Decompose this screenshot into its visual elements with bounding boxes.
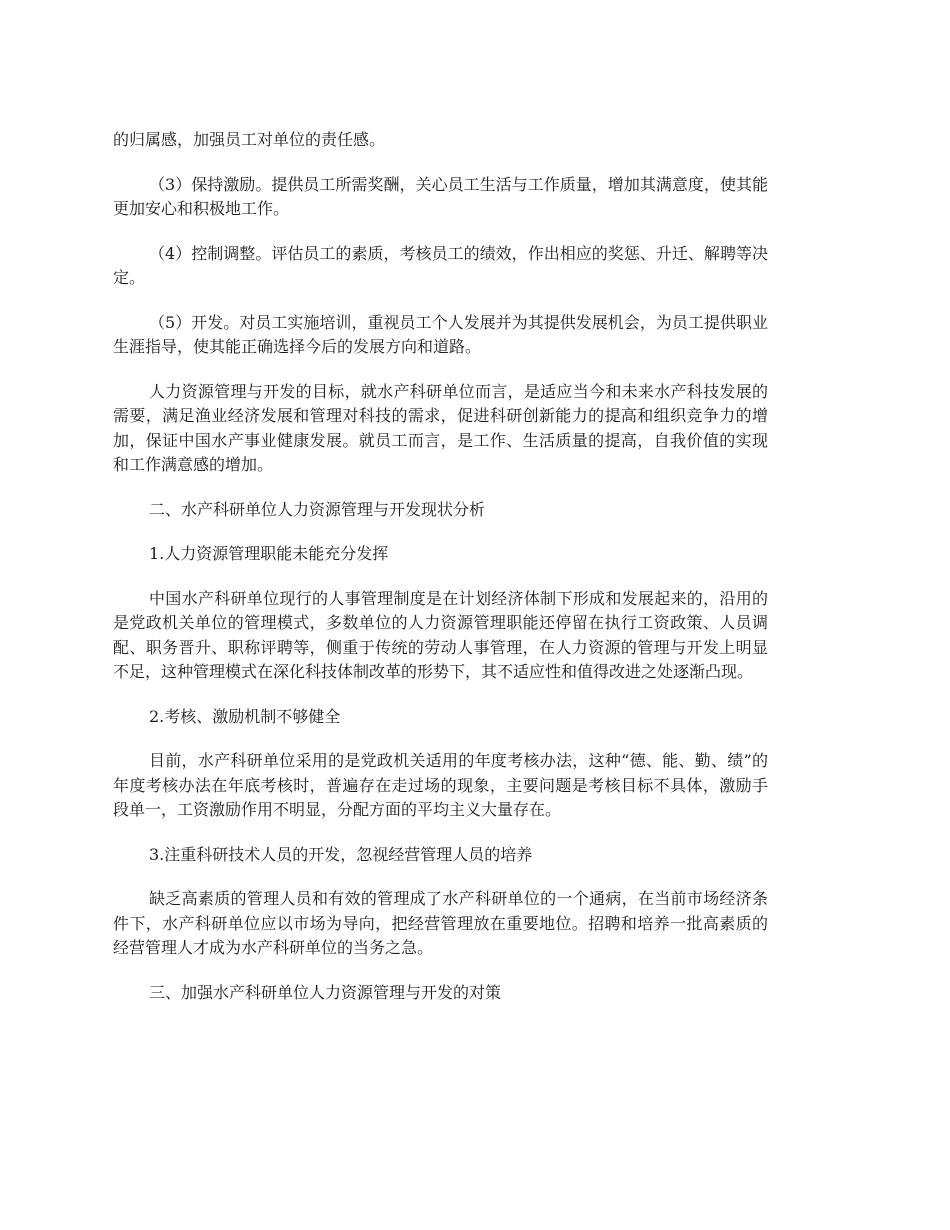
paragraph-current-system: 中国水产科研单位现行的人事管理制度是在计划经济体制下形成和发展起来的，沿用的是党政机关单位的管理模式，多数单位的人力资源管理职能还停留在执行工资政策、人员调配、职务晋升、职称评聘等，侧重于传统的劳动人事管理，在人力资源的管理与开发上明显不足，这种管理模式在深化科技体制改革的形势下，其不适应性和值得改进之处逐渐凸现。 (113, 588, 768, 681)
paragraph-control: （4）控制调整。评估员工的素质，考核员工的绩效，作出相应的奖惩、升迁、解聘等决定。 (113, 243, 768, 287)
subheading-2: 2.考核、激励机制不够健全 (149, 706, 341, 726)
section-heading-status: 二、水产科研单位人力资源管理与开发现状分析 (149, 499, 486, 519)
paragraph-development: （5）开发。对员工实施培训，重视员工个人发展并为其提供发展机会，为员工提供职业生涯指导，使其能正确选择今后的发展方向和道路。 (113, 312, 768, 356)
paragraph-continuation: 的归属感，加强员工对单位的责任感。 (113, 130, 386, 149)
subheading-1: 1.人力资源管理职能未能充分发挥 (149, 544, 389, 563)
paragraph-goals: 人力资源管理与开发的目标，就水产科研单位而言，是适应当今和未来水产科技发展的需要，满足渔业经济发展和管理对科技的需求，促进科研创新能力的提高和组织竞争力的增加，保证中国水产事业健康发展。就员工而言，是工作、生活质量的提高，自我价值的实现和工作满意感的增加。 (113, 381, 768, 474)
subheading-3: 3.注重科研技术人员的开发，忽视经营管理人员的培养 (149, 844, 533, 864)
document-page (113, 128, 768, 1025)
paragraph-incentive: （3）保持激励。提供员工所需奖酬，关心员工生活与工作质量，增加其满意度，使其能更加安心和积极地工作。 (113, 174, 768, 218)
paragraph-assessment: 目前，水产科研单位采用的是党政机关适用的年度考核办法，这种“德、能、勤、绩”的年度考核办法在年底考核时，普遍存在走过场的现象，主要问题是考核目标不具体，激励手段单一，工资激励作用不明显，分配方面的平均主义大量存在。 (113, 751, 768, 819)
section-heading-strategy: 三、加强水产科研单位人力资源管理与开发的对策 (149, 982, 502, 1002)
paragraph-management-talent: 缺乏高素质的管理人员和有效的管理成了水产科研单位的一个通病，在当前市场经济条件下，水产科研单位应以市场为导向，把经营管理放在重要地位。招聘和培养一批高素质的经营管理人才成为水产科研单位的当务之急。 (113, 889, 768, 957)
